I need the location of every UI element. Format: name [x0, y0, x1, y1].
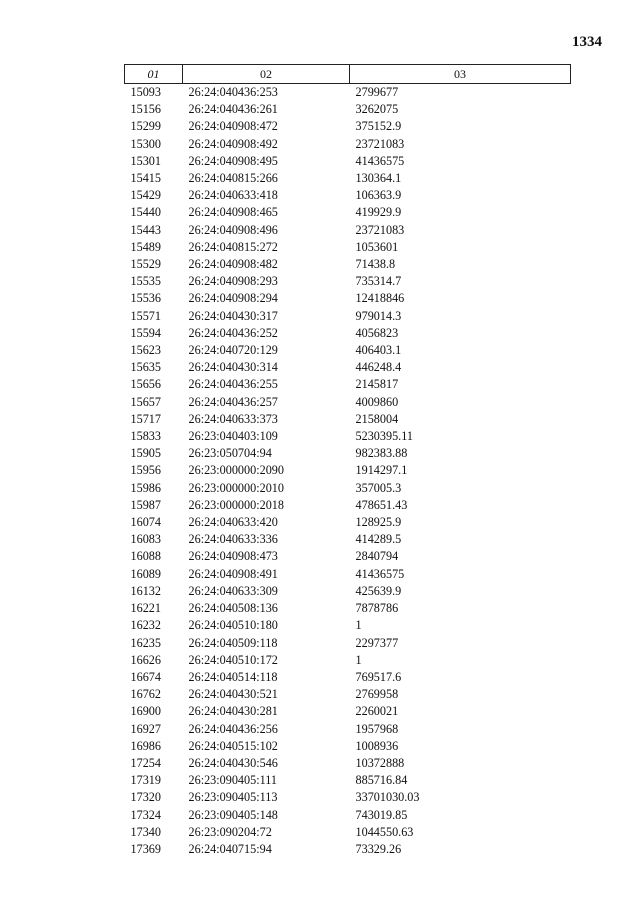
- row-number-cell: 15156: [130, 102, 161, 117]
- cadastral-number-cell: 26:24:040515:102: [188, 738, 278, 753]
- row-number-cell: 15299: [130, 119, 161, 134]
- cadastral-number-cell: 26:24:040908:495: [188, 153, 278, 168]
- value-cell: 2297377: [355, 635, 399, 650]
- row-number-cell: 15415: [130, 171, 161, 186]
- table-row: [125, 531, 571, 548]
- table-row: [125, 359, 571, 376]
- table-row: [125, 187, 571, 204]
- row-number-cell: 15986: [130, 480, 161, 495]
- cadastral-number-cell: 26:24:040633:309: [188, 583, 278, 598]
- value-cell: 4056823: [355, 325, 399, 340]
- value-cell: 2799677: [355, 85, 399, 99]
- value-cell: 979014.3: [355, 308, 402, 323]
- cadastral-number-cell: 26:24:040633:373: [188, 411, 278, 426]
- value-cell: 3262075: [355, 102, 399, 117]
- row-number-cell: 17320: [130, 790, 161, 805]
- value-cell: 357005.3: [355, 480, 402, 495]
- table-row: [125, 290, 571, 307]
- cadastral-number-cell: 26:23:000000:2010: [188, 480, 284, 495]
- value-cell: 10372888: [355, 755, 405, 770]
- cadastral-number-cell: 26:24:040436:253: [188, 85, 278, 99]
- row-number-cell: 16074: [130, 515, 161, 530]
- value-cell: 406403.1: [355, 343, 402, 358]
- value-cell: 2260021: [355, 704, 399, 719]
- table-row: [125, 153, 571, 170]
- value-cell: 419929.9: [355, 205, 402, 220]
- table-row: [125, 514, 571, 531]
- row-number-cell: 16986: [130, 738, 161, 753]
- table-row: [125, 617, 571, 634]
- table-row: [125, 635, 571, 652]
- cadastral-number-cell: 26:24:040436:256: [188, 721, 278, 736]
- table-row: [125, 583, 571, 600]
- row-number-cell: 17340: [130, 824, 161, 839]
- row-number-cell: 15717: [130, 411, 161, 426]
- cadastral-number-cell: 26:24:040908:465: [188, 205, 278, 220]
- cadastral-number-cell: 26:24:040510:172: [188, 652, 278, 667]
- table-header: [125, 65, 571, 84]
- table-row: [125, 376, 571, 393]
- cadastral-number-cell: 26:24:040436:255: [188, 377, 278, 392]
- table-row: [125, 807, 571, 824]
- table-row: [125, 789, 571, 806]
- row-number-cell: 17254: [130, 755, 161, 770]
- header-row: [125, 65, 571, 84]
- value-cell: 1914297.1: [355, 463, 408, 478]
- table-row: [125, 325, 571, 342]
- table-row: [125, 256, 571, 273]
- value-cell: 33701030.03: [355, 790, 420, 805]
- value-cell: 1044550.63: [355, 824, 414, 839]
- row-number-cell: 15987: [130, 497, 161, 512]
- value-cell: 425639.9: [355, 583, 402, 598]
- cadastral-number-cell: 26:24:040430:317: [188, 308, 278, 323]
- row-number-cell: 15635: [130, 360, 161, 375]
- table-row: [125, 686, 571, 703]
- value-cell: 5230395.11: [355, 429, 413, 444]
- value-cell: 1053601: [355, 239, 399, 254]
- value-cell: 982383.88: [355, 446, 408, 461]
- cadastral-number-cell: 26:24:040430:521: [188, 687, 278, 702]
- table-row: [125, 721, 571, 738]
- table-row: [125, 411, 571, 428]
- cadastral-number-cell: 26:24:040633:420: [188, 515, 278, 530]
- row-number-cell: 15535: [130, 274, 161, 289]
- header-col-02: 02: [183, 65, 350, 84]
- table-row: [125, 394, 571, 411]
- table-row: [125, 118, 571, 135]
- value-cell: 1008936: [355, 738, 399, 753]
- row-number-cell: 17369: [130, 841, 161, 856]
- cadastral-number-cell: 26:24:040715:94: [188, 841, 272, 856]
- row-number-cell: 16762: [130, 687, 161, 702]
- row-number-cell: 16927: [130, 721, 161, 736]
- cadastral-number-cell: 26:24:040908:492: [188, 136, 278, 151]
- cadastral-number-cell: 26:24:040509:118: [188, 635, 278, 650]
- cadastral-number-cell: 26:24:040508:136: [188, 601, 278, 616]
- row-number-cell: 15623: [130, 343, 161, 358]
- value-cell: 375152.9: [355, 119, 402, 134]
- row-number-cell: 15440: [130, 205, 161, 220]
- cadastral-number-cell: 26:23:000000:2090: [188, 463, 284, 478]
- row-number-cell: 16089: [130, 566, 161, 581]
- table-row: [125, 239, 571, 256]
- cadastral-number-cell: 26:24:040633:418: [188, 188, 278, 203]
- row-number-cell: 16674: [130, 669, 161, 684]
- cadastral-number-cell: 26:24:040908:482: [188, 257, 278, 272]
- row-number-cell: 17324: [130, 807, 161, 822]
- table-row: [125, 273, 571, 290]
- row-number-cell: 17319: [130, 773, 161, 788]
- table-row: [125, 652, 571, 669]
- table-row: [125, 669, 571, 686]
- value-cell: 478651.43: [355, 497, 408, 512]
- cadastral-number-cell: 26:23:000000:2018: [188, 497, 284, 512]
- cadastral-number-cell: 26:23:040403:109: [188, 429, 278, 444]
- row-number-cell: 16900: [130, 704, 161, 719]
- table-row: [125, 308, 571, 325]
- cadastral-number-cell: 26:24:040908:473: [188, 549, 278, 564]
- table-row: [125, 445, 571, 462]
- value-cell: 23721083: [355, 136, 405, 151]
- table-row: [125, 841, 571, 858]
- cadastral-number-cell: 26:24:040633:336: [188, 532, 278, 547]
- row-number-cell: 15905: [130, 446, 161, 461]
- cadastral-number-cell: 26:24:040908:294: [188, 291, 278, 306]
- value-cell: 446248.4: [355, 360, 402, 375]
- cadastral-number-cell: 26:24:040510:180: [188, 618, 278, 633]
- row-number-cell: 16221: [130, 601, 161, 616]
- table-row: [125, 497, 571, 514]
- table-row: [125, 600, 571, 617]
- cadastral-number-cell: 26:24:040908:472: [188, 119, 278, 134]
- table-row: [125, 136, 571, 153]
- row-number-cell: 16132: [130, 583, 161, 598]
- row-number-cell: 16232: [130, 618, 161, 633]
- value-cell: 23721083: [355, 222, 405, 237]
- value-cell: 73329.26: [355, 841, 402, 856]
- data-table: [124, 64, 571, 858]
- value-cell: 2769958: [355, 687, 399, 702]
- row-number-cell: 15657: [130, 394, 161, 409]
- row-number-cell: 15300: [130, 136, 161, 151]
- row-number-cell: 15656: [130, 377, 161, 392]
- row-number-cell: 15301: [130, 153, 161, 168]
- page-number: 1334: [572, 34, 602, 50]
- cadastral-number-cell: 26:24:040514:118: [188, 669, 278, 684]
- row-number-cell: 15429: [130, 188, 161, 203]
- row-number-cell: 16235: [130, 635, 161, 650]
- value-cell: 1: [355, 618, 362, 633]
- cadastral-number-cell: 26:24:040430:546: [188, 755, 278, 770]
- table-row: [125, 342, 571, 359]
- cadastral-number-cell: 26:24:040908:491: [188, 566, 278, 581]
- table-row: [125, 428, 571, 445]
- table-row: [125, 480, 571, 497]
- value-cell: 1957968: [355, 721, 399, 736]
- cadastral-number-cell: 26:24:040908:496: [188, 222, 278, 237]
- value-cell: 106363.9: [355, 188, 402, 203]
- table-row: [125, 84, 571, 102]
- row-number-cell: 15093: [130, 85, 161, 99]
- row-number-cell: 15443: [130, 222, 161, 237]
- cadastral-number-cell: 26:23:090204:72: [188, 824, 272, 839]
- value-cell: 41436575: [355, 566, 405, 581]
- table-row: [125, 566, 571, 583]
- table-row: [125, 755, 571, 772]
- row-number-cell: 15571: [130, 308, 161, 323]
- row-number-cell: 15594: [130, 325, 161, 340]
- row-number-cell: 15833: [130, 429, 161, 444]
- value-cell: 885716.84: [355, 773, 408, 788]
- table-row: [125, 170, 571, 187]
- table-body: [125, 84, 571, 859]
- header-col-03: 03: [350, 65, 571, 84]
- value-cell: 41436575: [355, 153, 405, 168]
- cadastral-number-cell: 26:24:040436:257: [188, 394, 278, 409]
- cadastral-number-cell: 26:24:040815:266: [188, 171, 278, 186]
- value-cell: 2158004: [355, 411, 399, 426]
- value-cell: 12418846: [355, 291, 405, 306]
- header-col-01: 01: [125, 65, 183, 84]
- value-cell: 743019.85: [355, 807, 408, 822]
- value-cell: 4009860: [355, 394, 399, 409]
- cadastral-number-cell: 26:24:040908:293: [188, 274, 278, 289]
- value-cell: 2145817: [355, 377, 399, 392]
- row-number-cell: 16626: [130, 652, 161, 667]
- value-cell: 71438.8: [355, 257, 396, 272]
- value-cell: 1: [355, 652, 362, 667]
- row-number-cell: 16088: [130, 549, 161, 564]
- value-cell: 130364.1: [355, 171, 402, 186]
- value-cell: 128925.9: [355, 515, 402, 530]
- row-number-cell: 15529: [130, 257, 161, 272]
- value-cell: 414289.5: [355, 532, 402, 547]
- cadastral-number-cell: 26:23:090405:111: [188, 773, 277, 788]
- value-cell: 2840794: [355, 549, 399, 564]
- value-cell: 7878786: [355, 601, 399, 616]
- cadastral-number-cell: 26:23:090405:148: [188, 807, 278, 822]
- table-row: [125, 204, 571, 221]
- cadastral-number-cell: 26:23:090405:113: [188, 790, 278, 805]
- table-row: [125, 462, 571, 479]
- cadastral-number-cell: 26:23:050704:94: [188, 446, 272, 461]
- cadastral-number-cell: 26:24:040430:281: [188, 704, 278, 719]
- cadastral-number-cell: 26:24:040815:272: [188, 239, 278, 254]
- value-cell: 769517.6: [355, 669, 402, 684]
- table-row: [125, 222, 571, 239]
- row-number-cell: 16083: [130, 532, 161, 547]
- cadastral-number-cell: 26:24:040430:314: [188, 360, 278, 375]
- table-row: [125, 738, 571, 755]
- table-row: [125, 101, 571, 118]
- value-cell: 735314.7: [355, 274, 402, 289]
- row-number-cell: 15536: [130, 291, 161, 306]
- table-row: [125, 824, 571, 841]
- cadastral-number-cell: 26:24:040720:129: [188, 343, 278, 358]
- data-table-container: [124, 64, 570, 858]
- table-row: [125, 703, 571, 720]
- cadastral-number-cell: 26:24:040436:252: [188, 325, 278, 340]
- table-row: [125, 772, 571, 789]
- cadastral-number-cell: 26:24:040436:261: [188, 102, 278, 117]
- row-number-cell: 15956: [130, 463, 161, 478]
- row-number-cell: 15489: [130, 239, 161, 254]
- table-row: [125, 548, 571, 565]
